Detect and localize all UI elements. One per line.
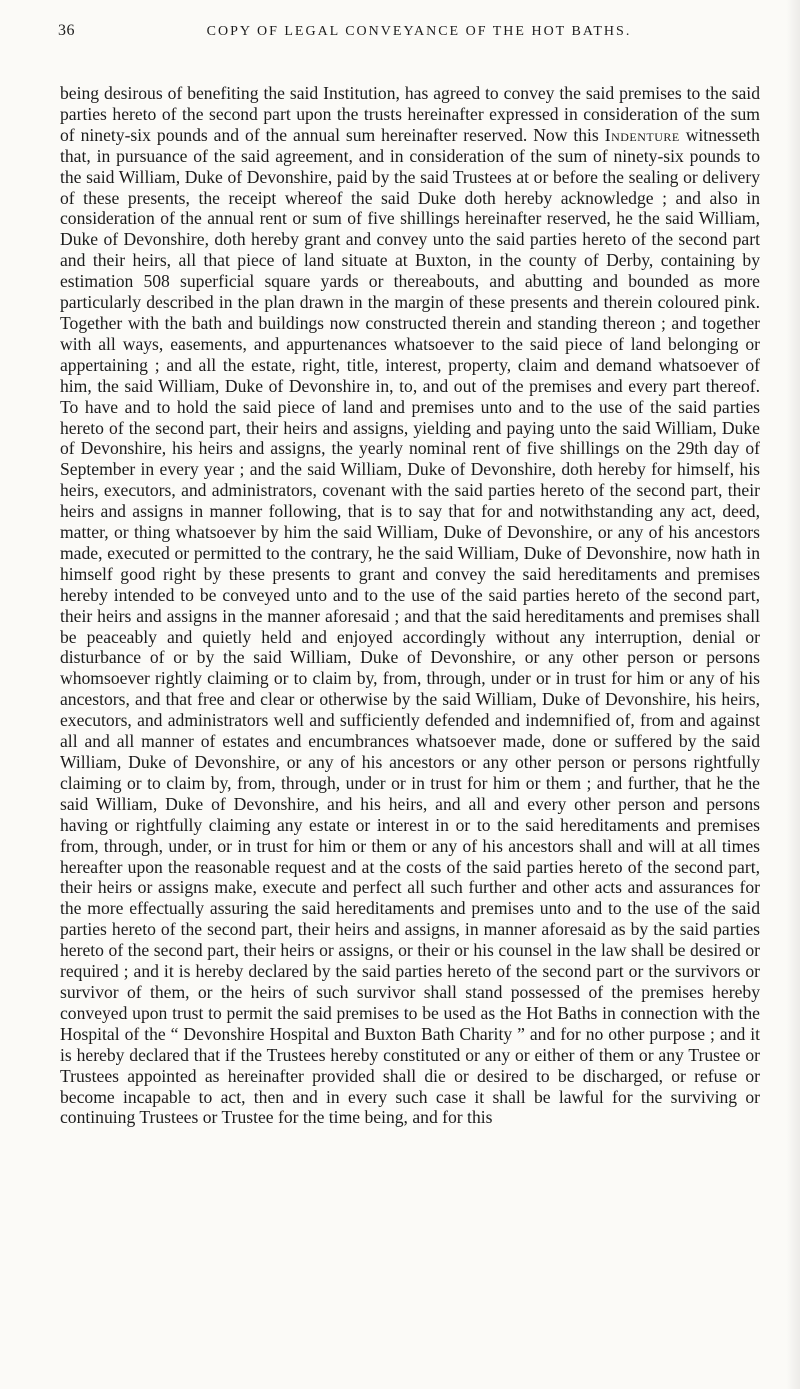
page-header xyxy=(58,20,740,50)
indenture-emphasis: Indenture xyxy=(604,124,680,145)
running-head: COPY OF LEGAL CONVEYANCE OF THE HOT BATHS. xyxy=(206,24,632,39)
page-number: 36 xyxy=(58,22,75,39)
body-paragraph xyxy=(60,83,760,1128)
body-text-continued: witnesseth that, in pursuance of the said agreement, and in consideration of the sum of ninety-six pounds to the said William, Duke of Devonshire, paid by the said Trustees at or before the sealing or delivery of these presents, the receipt whereof the said Duke doth hereby acknowledge ; and also in consideration of the annual rent or sum of five shillings hereinafter reserved, he the said William, Duke of Devonshire, doth hereby grant and convey unto the said parties hereto of the second part and their heirs, all that piece of land situate at Buxton, in the county of Derby, containing by estimation 508 superficial square yards or thereabouts, and abutting and bounded as more particularly described in the plan drawn in the margin of these presents and therein coloured pink. Together with the bath and buildings now constructed therein and standing thereon ; and together with all ways, easements, and appurtenances whatsoever to the said piece of land belonging or appertaining ; and all the estate, right, title, interest, property, claim and demand whatsoever of him, the said William, Duke of Devonshire in, to, and out of the premises and every part thereof. To have and to hold the said piece of land and premises unto and to the use of the said parties hereto of the second part, their heirs and assigns, yielding and paying unto the said William, Duke of Devonshire, his heirs and assigns, the yearly nominal rent of five shillings on the 29th day of September in every year ; and the said William, Duke of Devonshire, doth hereby for himself, his heirs, executors, and administrators, covenant with the said parties hereto of the second part, their heirs and assigns in manner following, that is to say that for and notwithstanding any act, deed, matter, or thing whatsoever by him the said William, Duke of Devonshire, or any of his ancestors made, executed or permitted to the contrary, he the said William, Duke of Devonshire, now hath in himself good right by these presents to grant and convey the said hereditaments and premises hereby intended to be conveyed unto and to the use of the said parties hereto of the second part, their heirs and assigns in the manner aforesaid ; and that the said hereditaments and premises shall be peaceably and quietly held and enjoyed accordingly without any interruption, denial or disturbance of or by the said William, Duke of Devonshire, or any other person or persons whomsoever rightly claiming or to claim by, from, through, under or in trust for him or any of his ancestors, and that free and clear or otherwise by the said William, Duke of Devonshire, his heirs, executors, and administrators well and sufficiently defended and indemnified of, from and against all and all manner of estates and encumbrances whatsoever made, done or suffered by the said William, Duke of Devonshire, or any of his ancestors or any other person or persons rightfully claiming or to claim by, from, through, under or in trust for him or them ; and further, that he the said William, Duke of Devonshire, and his heirs, and all and every other person and persons having or rightfully claiming any estate or interest in or to the said hereditaments and premises from, through, under, or in trust for him or them or any of his ancestors shall and will at all times hereafter upon the reasonable request and at the costs of the said parties hereto of the second part, their heirs or assigns make, execute and perfect all such further and other acts and assurances for the more effectually assuring the said hereditaments and premises unto and to the use of the said parties hereto of the second part, their heirs and assigns, in manner aforesaid as by the said parties hereto of the second part, their heirs or assigns, or their or his counsel in the law shall be desired or required ; and it is hereby declared by the said parties hereto of the second part or the survivors or survivor of them, or the heirs of such survivor shall stand possessed of the premises hereby conveyed upon trust to permit the said premises to be used as the Hot Baths in connection with the Hospital of the “ Devonshire Hospital and Buxton Bath Charity ” and for no other purpose ; and it is hereby declared that if the Trustees hereby constituted or any or either of them or any Trustee or Trustees appointed as hereinafter provided shall die or desired to be discharged, or refuse or become incapable to act, then and in every such case it shall be lawful for the surviving or continuing Trustees or Trustee for the time being, and for this xyxy=(60,124,760,1128)
page-edge-shadow xyxy=(786,0,800,1389)
body-text-start: being desirous of benefiting the said Institution, has agreed to convey the said premises to the said parties hereto of the second part upon the trusts hereinafter expressed in consideration of the sum of ninety-six pounds and of the annual sum hereinafter reserved. Now this xyxy=(60,83,760,145)
